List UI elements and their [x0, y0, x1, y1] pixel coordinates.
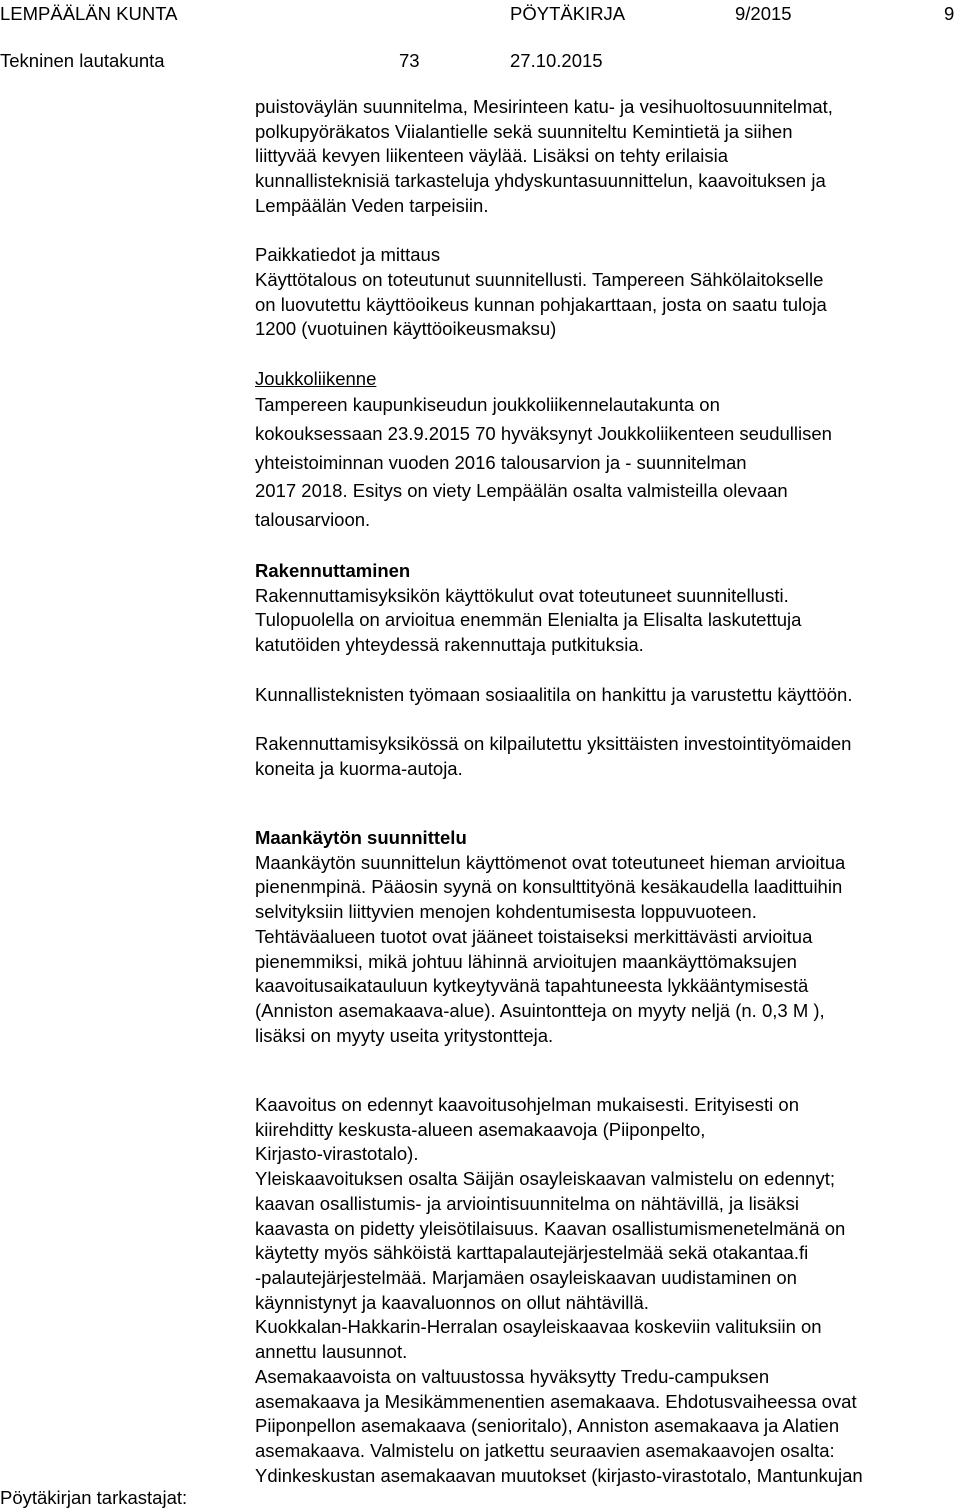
paikkatiedot-heading: Paikkatiedot ja mittaus [255, 244, 441, 266]
section-number: 73 [399, 50, 420, 71]
kaavoitus-paragraph: Kaavoitus on edennyt kaavoitusohjelman mukaisesti. Erityisesti on kiirehditty keskusta-alueen asemakaavoja (Piiponpelto, Kirjasto-virastotalo). Yleiskaavoituksen osalta Säijän osayleiskaavan valmistelu on edennyt; kaavan osallistumis- ja arviointisuunnitelma on nähtävillä, ja lisäksi kaavasta on pidetty yleisötilaisuus. Kaavan osallistumismenetelmänä on käytetty myös sähköistä karttapalautejärjestelmää sekä otakantaa.fi -palautejärjestelmää. Marjamäen osayleiskaavan uudistaminen on käynnistynyt ja kaavaluonnos on ollut nähtävillä. Kuokkalan-Hakkarin-Herralan osayleiskaavaa koskeviin valituksiin on annettu lausunnot. Asemakaavoista on valtuustossa hyväksytty Tredu-campuksen asemakaava ja Mesikämmenentien asemakaava. Ehdotusvaiheessa ovat Piiponpellon asemakaava (senioritalo), Anniston asemakaava ja Alatien asemakaava. Valmistelu on jatkettu seuraavien asemakaavojen osalta: Ydinkeskustan asemakaavan muutokset (kirjasto-virastotalo, Mantunkujan [255, 1094, 863, 1486]
rakennuttaminen-paragraph-2: Kunnallisteknisten työmaan sosiaalitila on hankittu ja varustettu käyttöön. [255, 683, 853, 705]
paikkatiedot-paragraph: Käyttötalous on toteutunut suunnitellusti. Tampereen Sähkölaitokselle on luovutettu käyttöoikeus kunnan pohjakarttaan, josta on saatu tuloja 1200 (vuotuinen käyttöoikeusmaksu) [255, 268, 827, 340]
committee-name: Tekninen lautakunta [0, 50, 165, 71]
maankaytto-paragraph: Maankäytön suunnittelun käyttömenot ovat toteutuneet hieman arvioitua pienenmpinä. Pääosin syynä on konsulttityönä kesäkaudella laadittuihin selvityksiin liittyvien menojen kohdentumisesta loppuvuoteen. Tehtäväalueen tuotot ovat jääneet toistaiseksi merkittävästi arvioitua pienemmiksi, mikä johtuu lähinnä arvioitujen maankäyttömaksujen kaavoitusaikatauluun kytkeytyvänä tapahtuneesta lykkääntymisestä (Anniston asemakaava-alue). Asuintontteja on myyty neljä (n. 0,3 M ), lisäksi on myyty useita yritystontteja. [255, 851, 846, 1046]
meeting-date: 27.10.2015 [510, 50, 603, 71]
rakennuttaminen-paragraph: Rakennuttamisyksikön käyttökulut ovat toteutuneet suunnitellusti. Tulopuolella on arvioitua enemmän Elenialta ja Elisalta laskutettuja katutöiden yhteydessä rakennuttaja putkituksia. [255, 584, 802, 656]
document-body [255, 95, 955, 1488]
footer-label: Pöytäkirjan tarkastajat: [0, 1487, 188, 1508]
rakennuttaminen-heading: Rakennuttaminen [255, 560, 411, 582]
document-header [0, 0, 960, 72]
intro-paragraph: puistoväylän suunnitelma, Mesirinteen katu- ja vesihuoltosuunnitelmat, polkupyöräkatos Viialantielle sekä suunniteltu Kemintietä ja siihen liittyvää kevyen liikenteen väylää. Lisäksi on tehty erilaisia kunnallisteknisiä tarkasteluja yhdyskuntasuunnittelun, kaavoituksen ja Lempäälän Veden tarpeisiin. [255, 96, 833, 216]
maankaytto-heading: Maankäytön suunnittelu [255, 827, 467, 849]
joukkoliikenne-paragraph: Tampereen kaupunkiseudun joukkoliikennelautakunta on kokouksessaan 23.9.2015 70 hyväksynyt Joukkoliikenteen seudullisen yhteistoiminnan vuoden 2016 talousarvion ja - suunnitelman 2017 2018. Esitys on viety Lempäälän osalta valmisteilla olevaan talousarvioon. [255, 394, 832, 530]
rakennuttaminen-paragraph-3: Rakennuttamisyksikössä on kilpailutettu yksittäisten investointityömaiden koneita ja kuorma-autoja. [255, 732, 852, 779]
document-type: PÖYTÄKIRJA [510, 3, 626, 24]
joukkoliikenne-heading: Joukkoliikenne [255, 367, 377, 389]
document-number: 9/2015 [735, 3, 792, 24]
page-number: 9 [944, 3, 955, 24]
municipality-name: LEMPÄÄLÄN KUNTA [0, 3, 178, 24]
